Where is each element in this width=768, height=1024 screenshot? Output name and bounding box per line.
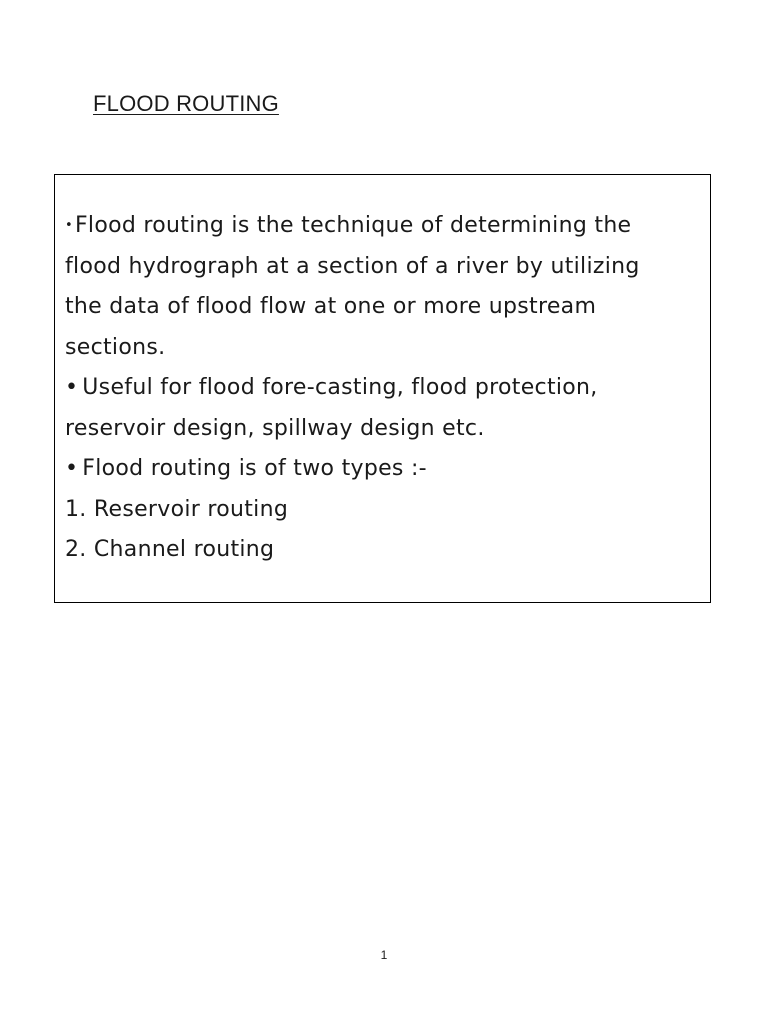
content-line-text: Flood routing is the technique of determining the	[74, 213, 632, 238]
content-line: flood hydrograph at a section of a river by utilizing	[65, 253, 640, 279]
content-line	[65, 368, 705, 409]
content-line-text: Flood routing is of two types :-	[82, 456, 427, 481]
list-item-reservoir-routing: 1. Reservoir routing	[65, 496, 289, 522]
page-number: 1	[380, 948, 388, 962]
content-line	[65, 206, 705, 247]
content-line: the data of flood flow at one or more upstream	[65, 294, 597, 319]
content-text	[65, 206, 705, 571]
list-item-channel-routing: 2. Channel routing	[65, 537, 275, 562]
bullet-icon: •	[65, 456, 79, 481]
content-line-text: Useful for flood fore-casting, flood protection,	[82, 375, 598, 400]
content-line: sections.	[65, 334, 166, 360]
bullet-icon: •	[65, 375, 79, 400]
page-title: FLOOD ROUTING	[93, 91, 279, 116]
content-line: reservoir design, spillway design etc.	[65, 415, 485, 441]
bullet-icon: •	[65, 218, 73, 233]
content-line	[65, 449, 705, 490]
content-box	[54, 174, 711, 603]
